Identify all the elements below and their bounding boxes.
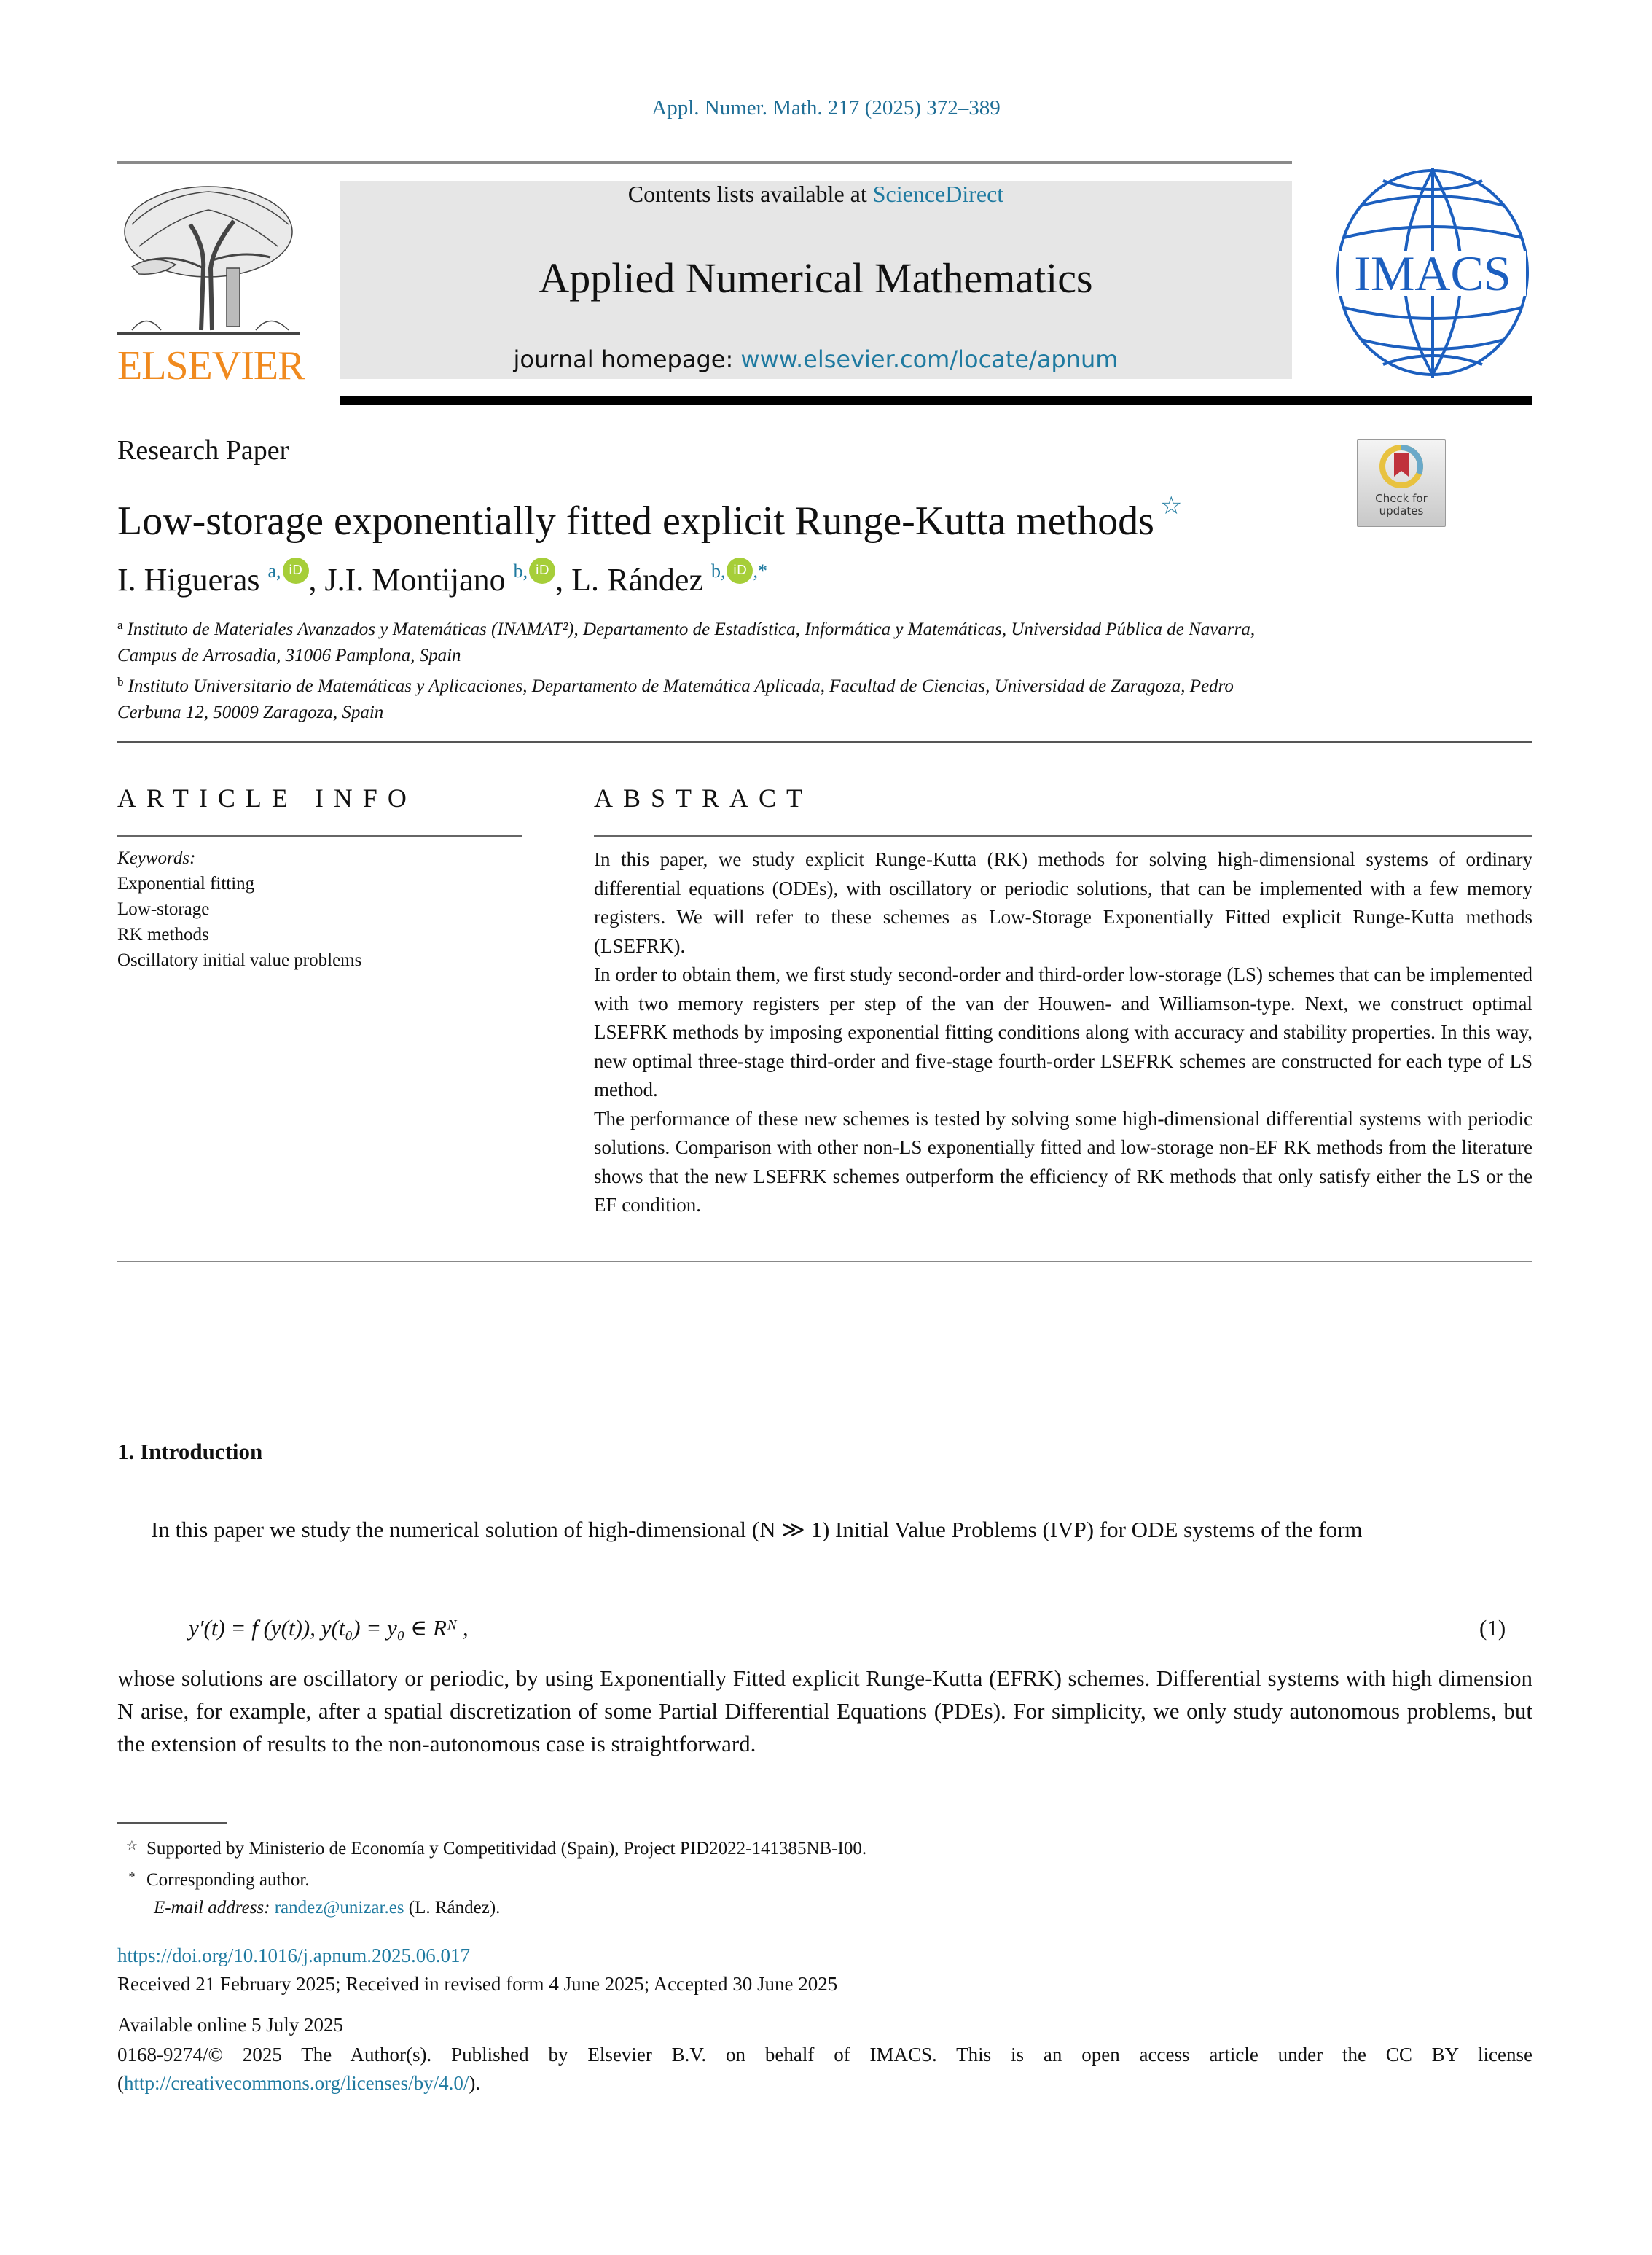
abstract-rule [594,835,1532,837]
author-name[interactable]: , L. Rández [555,562,703,598]
paper-title-text: Low-storage exponentially fitted explicit Runge-Kutta methods [117,499,1154,544]
contents-prefix: Contents lists available at [627,181,873,207]
footnote-text: Corresponding author. [146,1870,310,1890]
imacs-text: IMACS [1354,246,1511,301]
affiliation-marker[interactable]: b, [513,560,528,582]
keyword-item: Oscillatory initial value problems [117,950,362,970]
available-online-date: Available online 5 July 2025 [117,2014,343,2036]
cc-license-link[interactable]: http://creativecommons.org/licenses/by/4.0/ [124,2072,469,2094]
section-heading-introduction: 1. Introduction [117,1439,263,1464]
license-statement [117,2041,1532,2098]
keyword-item: Exponential fitting [117,874,255,894]
keyword-item: Low-storage [117,899,210,919]
journal-masthead [340,181,1292,379]
title-footnote-star-icon[interactable]: ☆ [1159,493,1183,520]
author-name[interactable]: , J.I. Montijano [308,562,506,598]
footnote-text: Supported by Ministerio de Economía y Competitividad (Spain), Project PID2022-141385NB-I00. [146,1839,867,1859]
footnote-corresponding [117,1863,866,1894]
journal-homepage-link[interactable]: www.elsevier.com/locate/apnum [740,345,1119,373]
orcid-icon[interactable]: iD [727,558,753,584]
doi-link[interactable]: https://doi.org/10.1016/j.apnum.2025.06.017 [117,1945,471,1966]
section-rule [117,741,1532,743]
elsevier-wordmark: ELSEVIER [117,343,305,388]
equation-number: (1) [1479,1615,1506,1641]
orcid-icon[interactable]: iD [529,558,555,584]
abstract-heading: ABSTRACT [594,783,813,813]
masthead-thick-rule [340,396,1532,405]
keyword-item: RK methods [117,925,209,945]
orcid-icon[interactable]: iD [283,558,309,584]
footnotes [117,1832,866,1922]
email-label: E-mail address: [154,1898,275,1918]
affiliation-a [117,612,1292,669]
license-suffix: ). [469,2072,481,2094]
homepage-prefix: journal homepage: [513,345,741,373]
check-for-updates-button[interactable] [1357,439,1446,527]
email-suffix: (L. Rández). [404,1898,501,1918]
abstract-paragraph: In order to obtain them, we first study second-order and third-order low-storage (LS) schemes that can be implemented with two memory registers per step of the van der Houwen- and Williamson-type. Next, we construct optimal LSEFRK methods by imposing exponential fitting conditions along with accuracy and stability properties. In this way, new optimal three-stage third-order and five-stage fourth-order LSEFRK schemes are constructed for each type of LS method. [594,964,1532,1101]
author-list [117,558,767,598]
affiliations [117,612,1292,726]
abstract-body [594,845,1532,1220]
affiliation-mark: b [117,675,124,689]
asterisk-icon: * [128,1869,136,1884]
sciencedirect-link[interactable]: ScienceDirect [872,181,1004,207]
star-icon: ☆ [125,1838,138,1853]
affiliation-text: Instituto Universitario de Matemáticas y Aplicaciones, Departamento de Matemática Aplicada, Facultad de Ciencias, Universidad de Zaragoza, Pedro Cerbuna 12, 50009 Zaragoza, Spain [117,676,1234,722]
abstract-paragraph: The performance of these new schemes is tested by solving some high-dimensional differential systems with periodic solutions. Comparison with other non-LS exponentially fitted and low-storage non-EF RK methods from the literature shows that the new LSEFRK schemes outperform the efficiency of RK methods that only satisfy either the LS or the EF condition. [594,1107,1532,1216]
affiliation-text: Instituto de Materiales Avanzados y Matemáticas (INAMAT²), Departamento de Estadística, Informática y Matemáticas, Universidad Pública de Navarra, Campus de Arrosadia, 31006 Pamplona, Spain [117,620,1256,665]
received-dates: Received 21 February 2025; Received in revised form 4 June 2025; Accepted 30 June 2025 [117,1973,838,1995]
intro-paragraph: whose solutions are oscillatory or periodic, by using Exponentially Fitted explicit Runge-Kutta (EFRK) schemes. Differential systems with high dimension N arise, for example, after a spatial discretization of some Partial Differential Equations (PDEs). For simplicity, we only study autonomous problems, but the extension of results to the non-autonomous case is straightforward. [117,1665,1532,1756]
journal-title: Applied Numerical Mathematics [539,254,1093,302]
footnote-email [117,1894,866,1922]
journal-homepage-line [340,345,1292,373]
affiliation-b [117,669,1292,726]
check-updates-line1: Check for [1375,492,1428,505]
equation-1: y′(t) = f (y(t)), y(t₀) = y₀ ∈ Rᴺ , [189,1615,469,1641]
affiliation-marker[interactable]: b, [710,560,726,582]
affiliation-marker[interactable]: a, [267,560,281,582]
article-info-rule [117,835,522,837]
top-rule [117,161,1292,164]
crossmark-icon [1358,440,1445,491]
author-name[interactable]: I. Higueras [117,562,260,598]
email-link[interactable]: randez@unizar.es [274,1898,404,1918]
keywords-list [117,845,361,973]
tree-icon [117,181,300,341]
globe-icon [1332,165,1533,380]
intro-paragraph: In this paper we study the numerical solution of high-dimensional (N ≫ 1) Initial Value Problems (IVP) for ODE systems of the form [151,1517,1363,1542]
imacs-globe-logo [1332,165,1533,380]
footnote-rule [117,1822,227,1824]
article-info-heading: ARTICLE INFO [117,783,417,813]
affiliation-mark: a [117,618,123,632]
article-type: Research Paper [117,435,289,466]
abstract-paragraph: In this paper, we study explicit Runge-Kutta (RK) methods for solving high-dimensional systems of ordinary differential equations (ODEs), with oscillatory or periodic solutions, that can be implemented with a few memory registers. We will refer to these schemes as Low-Storage Exponentially Fitted explicit Runge-Kutta methods (LSEFRK). [594,848,1532,957]
footnote-funding [117,1832,866,1863]
section-rule [117,1261,1532,1262]
running-head-citation[interactable]: Appl. Numer. Math. 217 (2025) 372–389 [651,96,1001,120]
check-updates-line2: updates [1379,504,1424,517]
corresponding-author-marker[interactable]: ,* [753,560,767,582]
license-text: 0168-9274/© 2025 The Author(s). Published by Elsevier B.V. on behalf of IMACS. This is an open access article under the CC BY license ( [117,2044,1532,2094]
keywords-label: Keywords: [117,848,196,868]
contents-line [340,181,1292,208]
paper-title [117,491,1182,544]
